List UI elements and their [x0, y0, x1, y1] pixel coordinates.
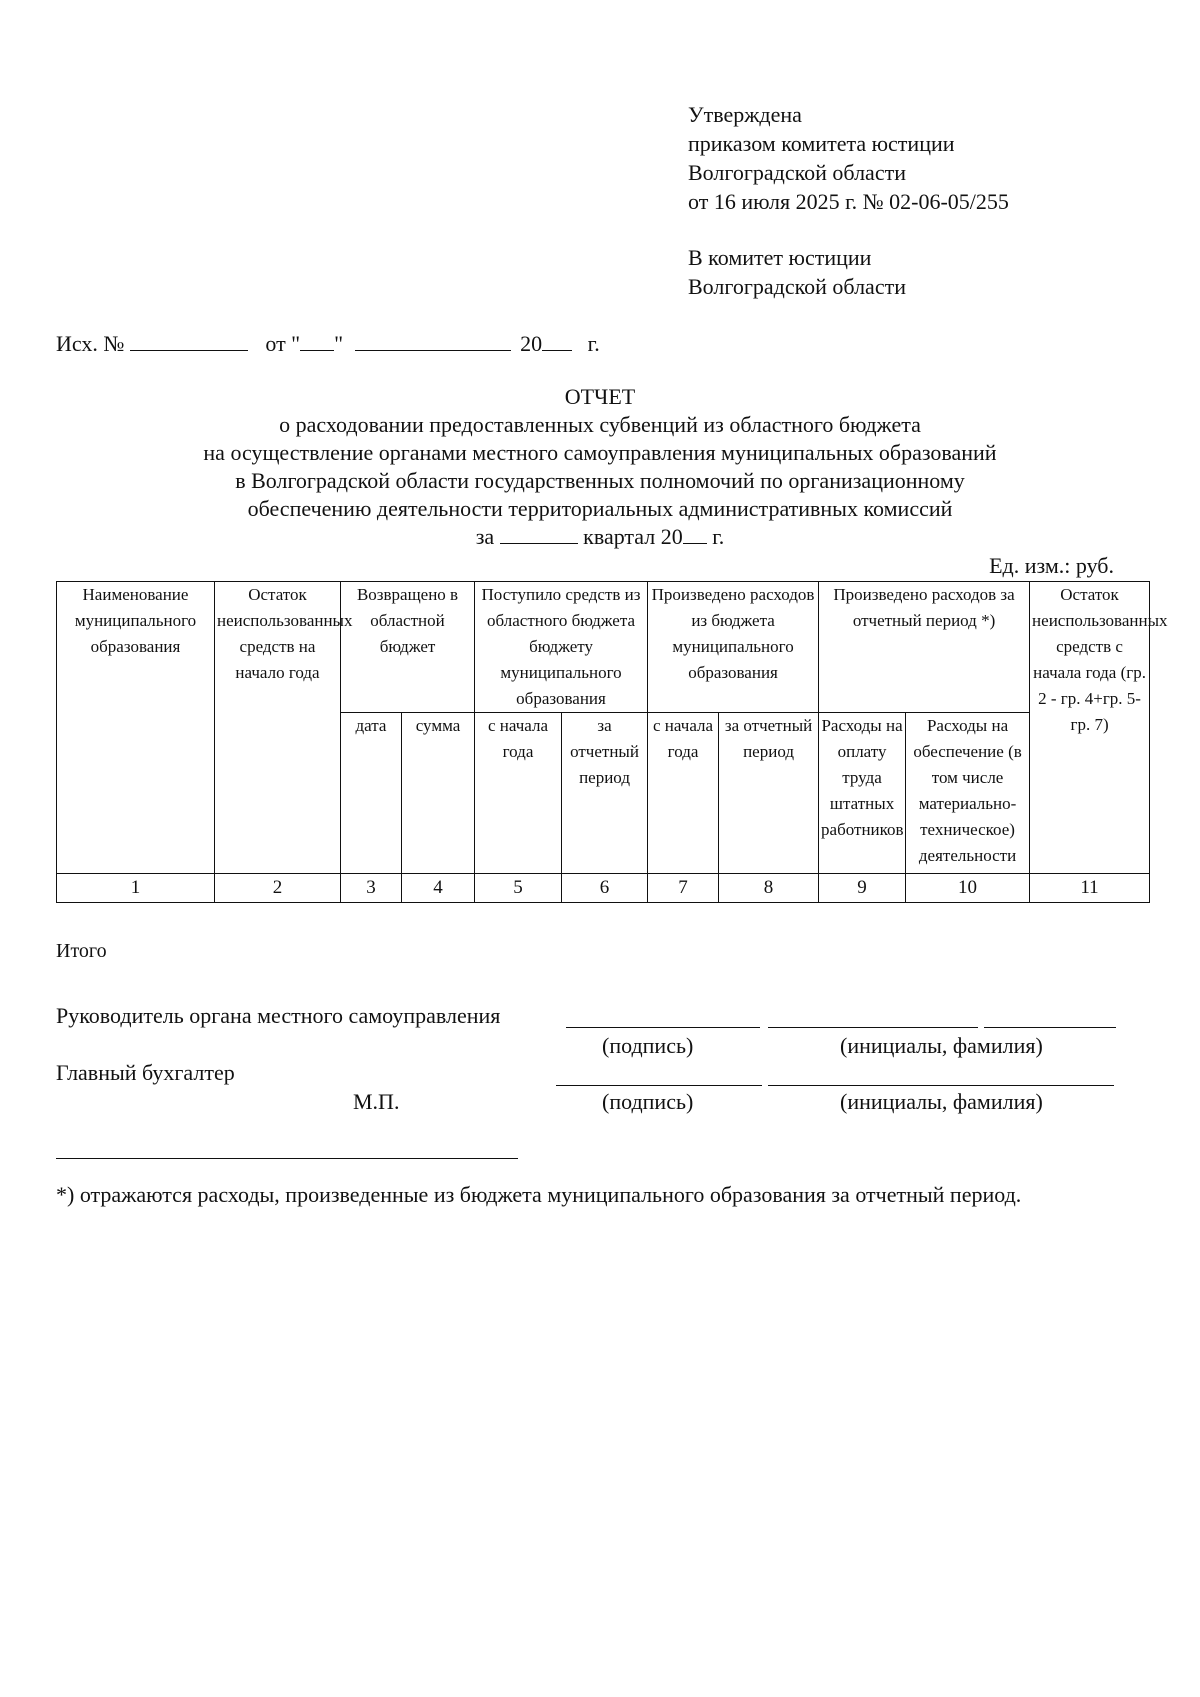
report-table [56, 581, 1168, 903]
approval-block [688, 100, 1009, 216]
column-number: 6 [562, 874, 648, 903]
period-year-field[interactable] [683, 523, 707, 544]
accountant-label: Главный бухгалтер [56, 1060, 235, 1085]
table-header-row [57, 582, 1150, 713]
addressee-line: В комитет юстиции [688, 245, 872, 270]
outgoing-year-field[interactable] [542, 330, 572, 351]
report-heading: ОТЧЕТ [564, 384, 636, 409]
period-suffix: г. [712, 524, 725, 549]
subheader-operating-costs: Расходы на обеспечение (в том числе материально-техническое) деятельности [906, 713, 1030, 874]
approval-line: Утверждена [688, 102, 802, 127]
column-number: 8 [719, 874, 819, 903]
outgoing-month-field[interactable] [355, 330, 511, 351]
quarter-field[interactable] [500, 523, 578, 544]
outgoing-prefix: Исх. № [56, 331, 125, 356]
head-name-field-1[interactable] [768, 1027, 978, 1028]
header-opening-balance: Остаток неиспользованных средств на начало года [215, 582, 341, 874]
header-spent-period: Произведено расходов за отчетный период *) [819, 582, 1030, 713]
outgoing-number-field[interactable] [130, 330, 248, 351]
column-number: 9 [819, 874, 906, 903]
subheader-date: дата [341, 713, 402, 874]
period-prefix: за [475, 524, 495, 549]
head-name-field-2[interactable] [984, 1027, 1116, 1028]
head-name-caption: (инициалы, фамилия) [840, 1033, 1043, 1058]
subheader-labor-costs: Расходы на оплату труда штатных работников [819, 713, 906, 874]
head-signature-field[interactable] [566, 1027, 760, 1028]
addressee-block [688, 243, 906, 301]
outgoing-day-field[interactable] [300, 330, 334, 351]
outgoing-quote-close: " [334, 331, 344, 356]
subheader-amount: сумма [402, 713, 475, 874]
head-label: Руководитель органа местного самоуправления [56, 1003, 501, 1028]
accountant-name-field[interactable] [768, 1085, 1114, 1086]
accountant-signature-field[interactable] [556, 1085, 762, 1086]
outgoing-number-line [56, 330, 600, 357]
column-number: 5 [475, 874, 562, 903]
total-label: Итого [56, 940, 107, 962]
report-title-line: обеспечению деятельности территориальных административных комиссий [247, 496, 953, 521]
column-number: 1 [57, 874, 215, 903]
outgoing-year: 20 [520, 331, 543, 356]
column-number: 10 [906, 874, 1030, 903]
approval-line: приказом комитета юстиции [688, 131, 955, 156]
column-number: 4 [402, 874, 475, 903]
approval-line: от 16 июля 2025 г. № 02-06-05/255 [688, 189, 1009, 214]
header-spent-municipal: Произведено расходов из бюджета муниципального образования [648, 582, 819, 713]
report-title-line: о расходовании предоставленных субвенций из областного бюджета [279, 412, 921, 437]
column-numbers-row [57, 874, 1150, 903]
header-closing-balance: Остаток неиспользованных средств с начала года (гр. 2 - гр. 4+гр. 5-гр. 7) [1030, 582, 1150, 874]
report-title-line: на осуществление органами местного самоуправления муниципальных образований [203, 440, 997, 465]
header-municipality: Наименование муниципального образования [57, 582, 215, 874]
units-label: Ед. изм.: руб. [989, 553, 1114, 578]
subheader-received-period: за отчетный период [562, 713, 648, 874]
subheader-spent-period: за отчетный период [719, 713, 819, 874]
report-title [0, 383, 1200, 551]
period-mid: квартал 20 [583, 524, 683, 549]
subheader-received-ytd: с начала года [475, 713, 562, 874]
report-period-line [0, 523, 1200, 551]
footnote: *) отражаются расходы, произведенные из бюджета муниципального образования за отчетный период. [56, 1182, 1022, 1207]
accountant-signature-caption: (подпись) [602, 1089, 694, 1114]
column-number: 7 [648, 874, 719, 903]
header-received: Поступило средств из областного бюджета бюджету муниципального образования [475, 582, 648, 713]
footnote-divider [56, 1158, 518, 1159]
outgoing-year-suffix: г. [587, 331, 600, 356]
column-number: 11 [1030, 874, 1150, 903]
head-signature-caption: (подпись) [602, 1033, 694, 1058]
subheader-spent-ytd: с начала года [648, 713, 719, 874]
column-number: 2 [215, 874, 341, 903]
accountant-name-caption: (инициалы, фамилия) [840, 1089, 1043, 1114]
outgoing-from: от " [265, 331, 301, 356]
report-title-line: в Волгоградской области государственных полномочий по организационному [235, 468, 965, 493]
header-returned: Возвращено в областной бюджет [341, 582, 475, 713]
column-number: 3 [341, 874, 402, 903]
addressee-line: Волгоградской области [688, 274, 906, 299]
approval-line: Волгоградской области [688, 160, 906, 185]
stamp-label: М.П. [353, 1089, 400, 1114]
